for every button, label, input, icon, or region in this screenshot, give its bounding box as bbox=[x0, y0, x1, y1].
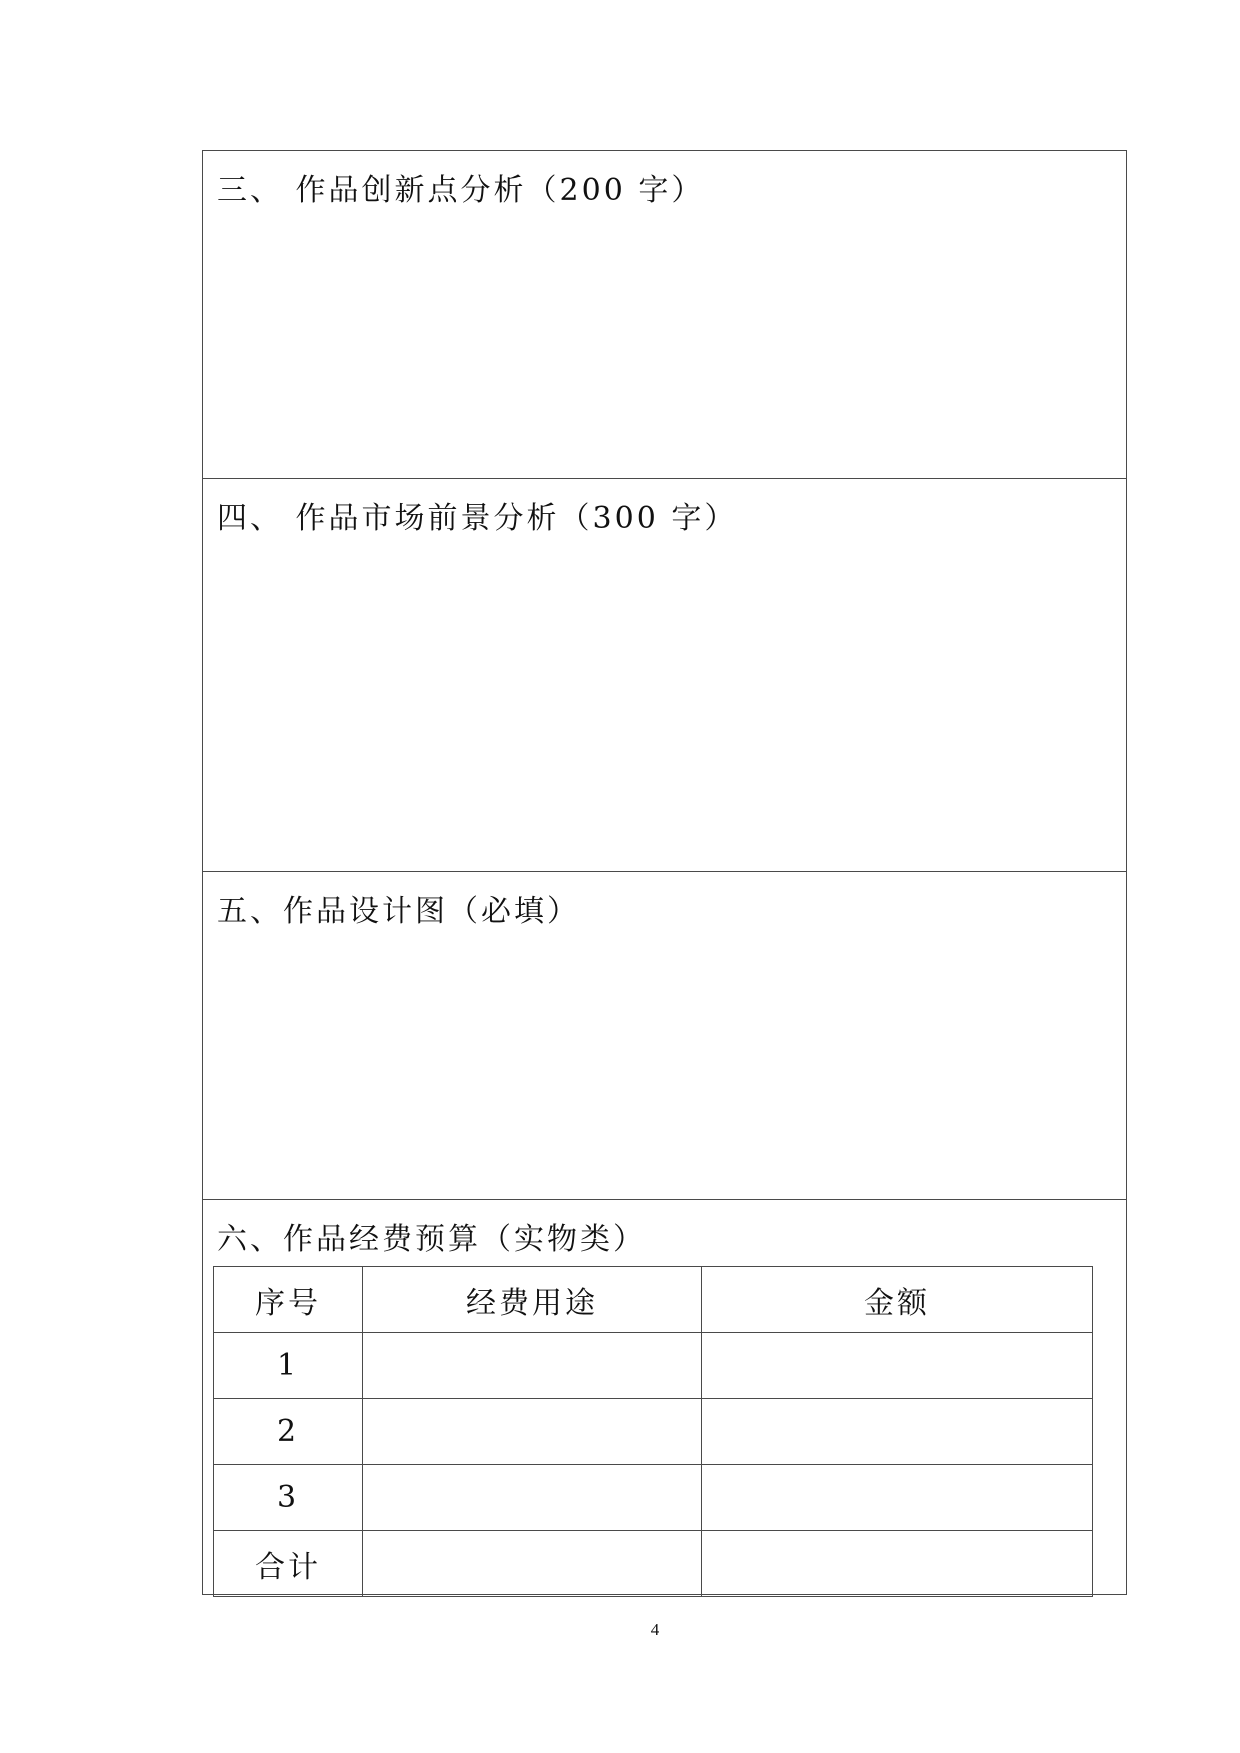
table-row bbox=[214, 1465, 1093, 1531]
section-design-title: 五、作品设计图（必填） bbox=[217, 894, 580, 929]
header-amount: 金额 bbox=[702, 1267, 1093, 1333]
row-use-cell[interactable] bbox=[363, 1465, 702, 1531]
budget-table bbox=[213, 1266, 1093, 1597]
section-design bbox=[203, 872, 1126, 1200]
budget-header-row bbox=[214, 1267, 1093, 1333]
row-use-cell[interactable] bbox=[363, 1399, 702, 1465]
row-amount-cell[interactable] bbox=[702, 1465, 1093, 1531]
section-innovation bbox=[203, 151, 1126, 479]
row-index: 2 bbox=[214, 1399, 363, 1465]
row-amount-cell[interactable] bbox=[702, 1333, 1093, 1399]
section-innovation-title: 三、 作品创新点分析（200 字） bbox=[217, 173, 705, 208]
total-use-cell[interactable] bbox=[363, 1531, 702, 1597]
table-row bbox=[214, 1399, 1093, 1465]
table-row bbox=[214, 1333, 1093, 1399]
section-budget bbox=[203, 1200, 1126, 1594]
page-number: 4 bbox=[650, 1620, 660, 1639]
section-budget-title: 六、作品经费预算（实物类） bbox=[217, 1222, 646, 1257]
total-label: 合计 bbox=[214, 1531, 363, 1597]
row-index: 3 bbox=[214, 1465, 363, 1531]
row-amount-cell[interactable] bbox=[702, 1399, 1093, 1465]
header-use: 经费用途 bbox=[363, 1267, 702, 1333]
row-use-cell[interactable] bbox=[363, 1333, 702, 1399]
application-form-frame bbox=[202, 150, 1127, 1595]
header-index: 序号 bbox=[214, 1267, 363, 1333]
section-market-title: 四、 作品市场前景分析（300 字） bbox=[217, 501, 738, 536]
section-market bbox=[203, 479, 1126, 872]
total-row bbox=[214, 1531, 1093, 1597]
total-amount-cell[interactable] bbox=[702, 1531, 1093, 1597]
row-index: 1 bbox=[214, 1333, 363, 1399]
